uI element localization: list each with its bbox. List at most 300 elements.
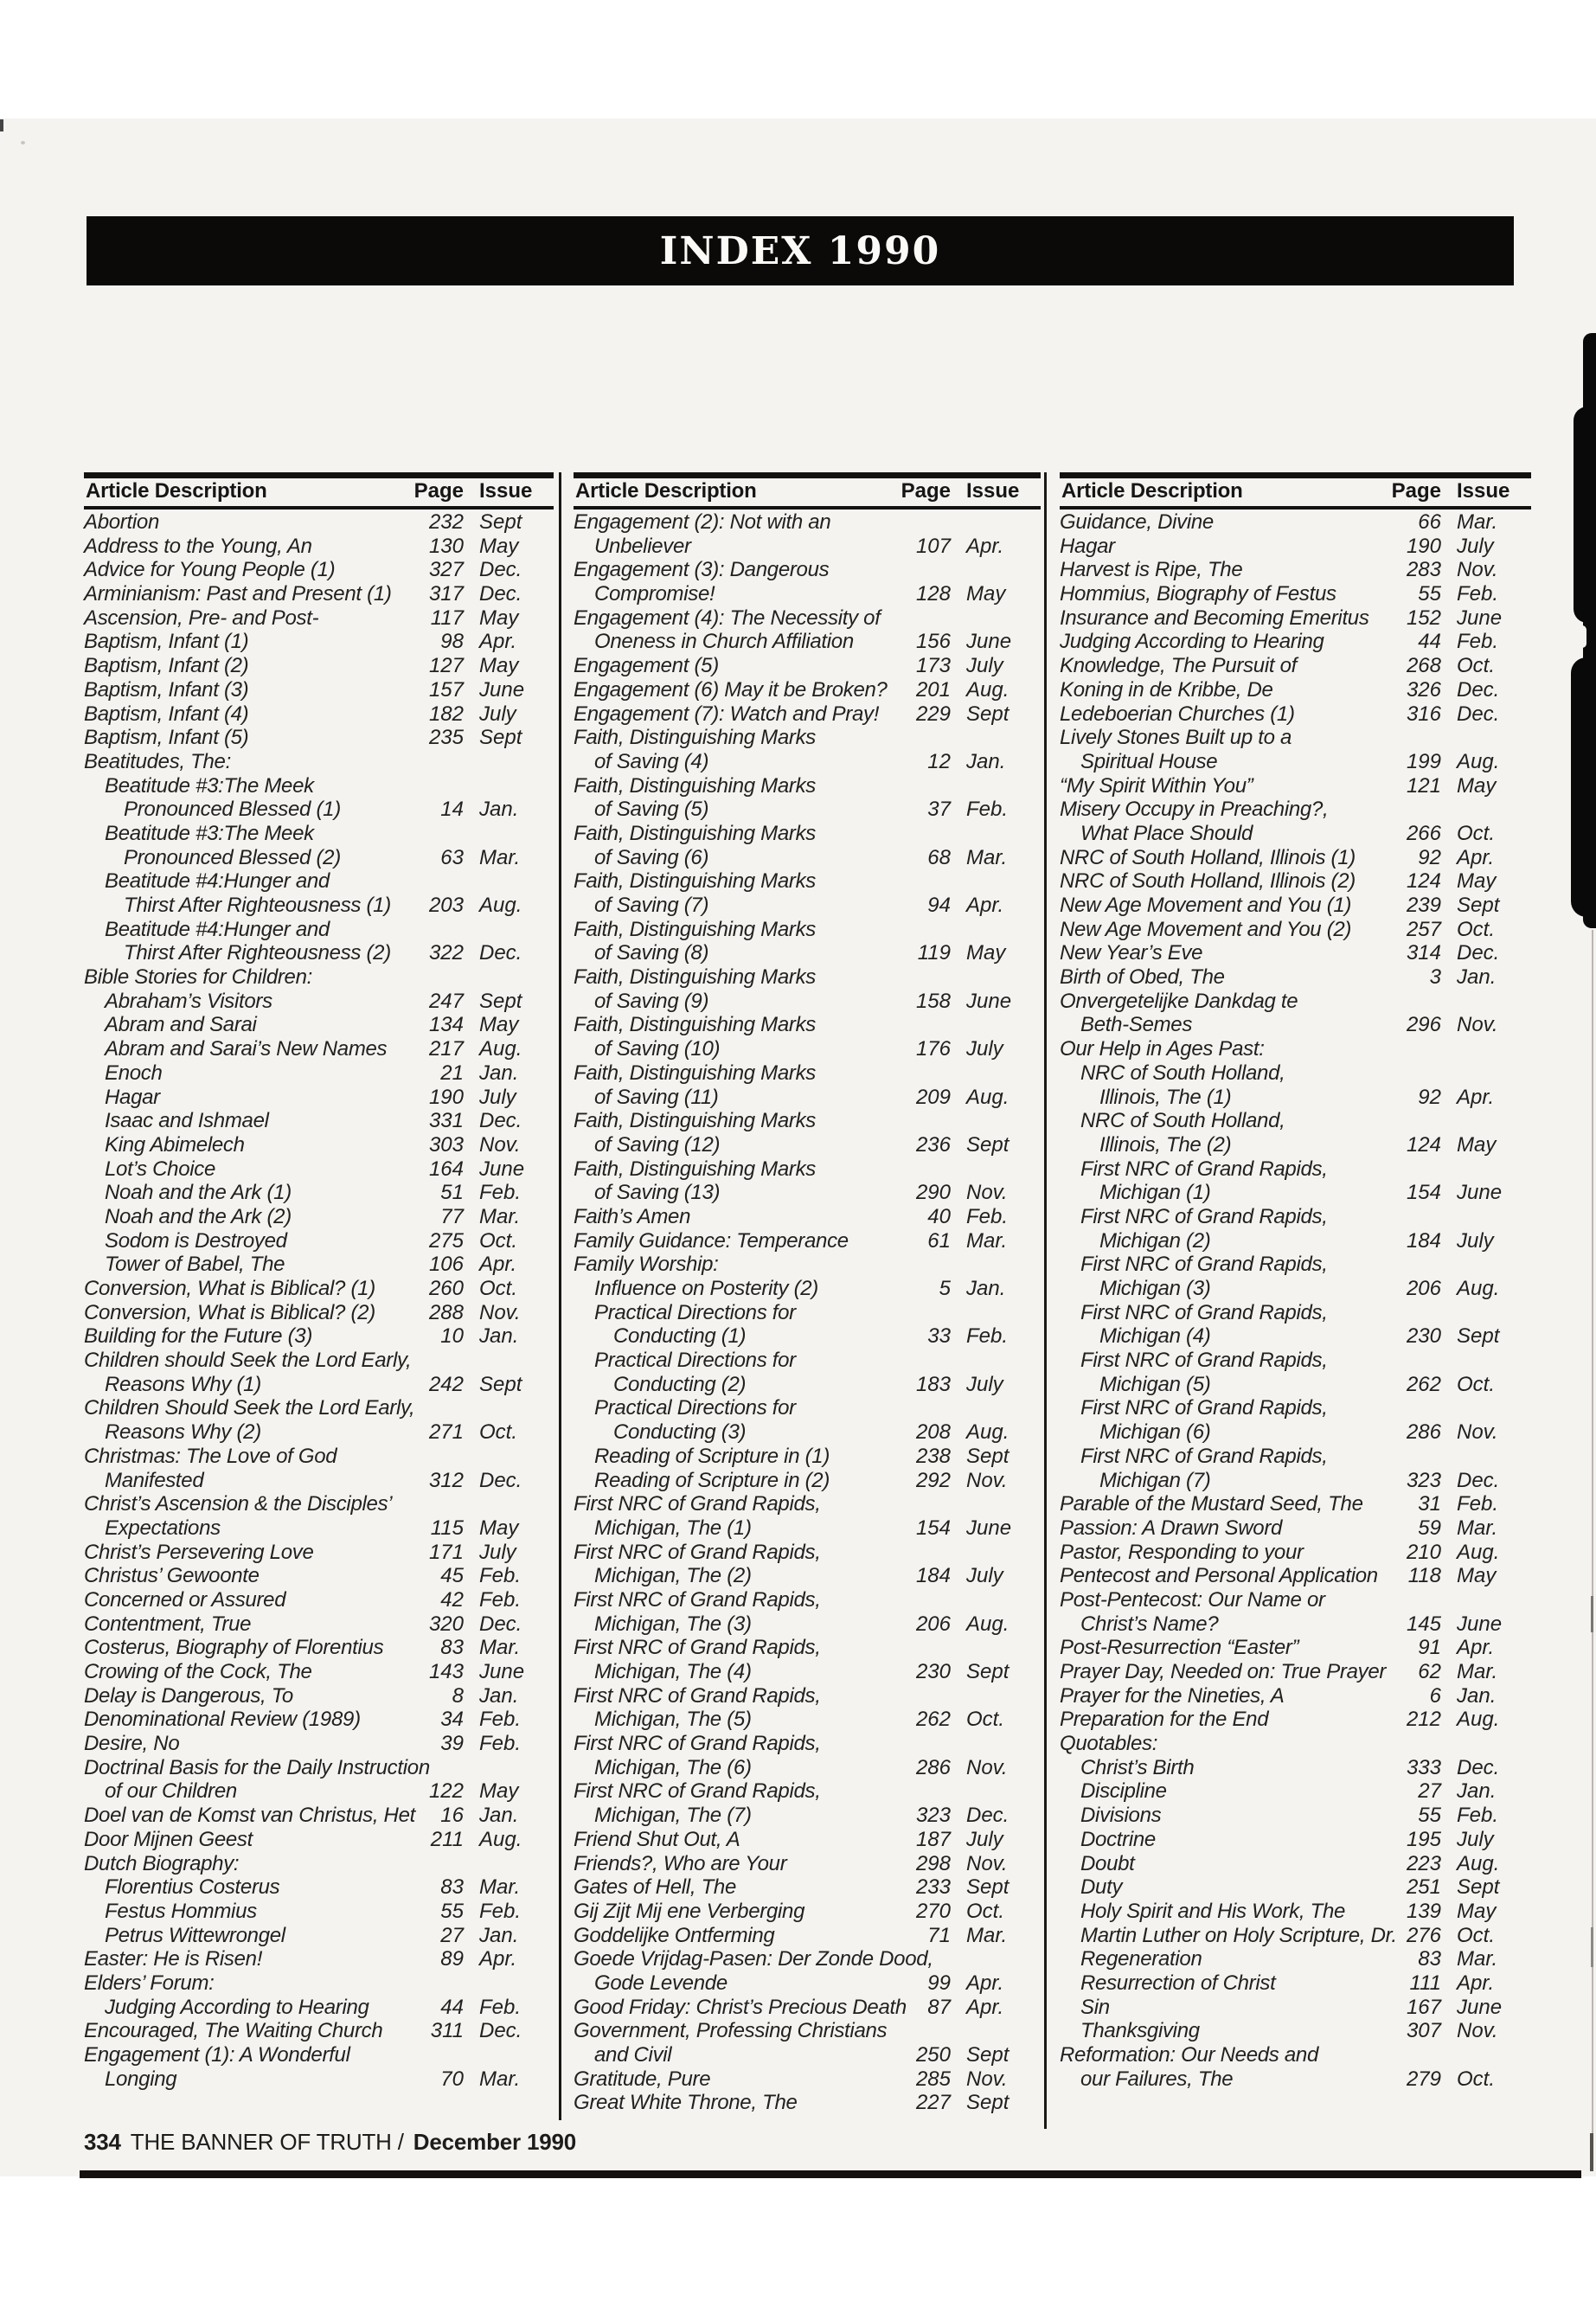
article-title: Koning in de Kribbe, De [1060,677,1273,702]
page-number: 286 [915,1755,951,1779]
index-row [84,1708,554,1732]
issue-month: Oct. [1457,1923,1496,1947]
index-row [1060,1996,1531,2020]
index-row [574,1612,1041,1637]
page-number: 158 [915,989,951,1013]
header-page: Page [413,479,464,503]
issue-month: Sept [479,510,522,534]
article-title: of Saving (13) [594,1181,721,1205]
page-number: 242 [428,1372,464,1396]
article-title: Friend Shut Out, A [574,1827,740,1851]
index-row [574,774,1041,798]
article-title: Hommius, Biography of Festus [1060,582,1336,606]
issue-month: Apr. [966,1995,1004,2019]
scan-artifact-blob [1571,657,1596,917]
page-number: 14 [440,798,464,822]
index-row [1060,1109,1531,1133]
index-column-3 [1060,472,1531,2091]
header-issue: Issue [1457,479,1510,503]
page-number: 303 [428,1132,464,1157]
index-row [574,1900,1041,1924]
article-title: Faith, Distinguishing Marks [574,1157,817,1181]
article-title: Beatitude #4:Hunger and [105,869,330,894]
index-row [84,1732,554,1756]
page-number: 190 [1406,534,1441,558]
column-rows [1060,510,1531,2091]
index-row [574,1181,1041,1205]
article-title: New Age Movement and You (2) [1060,917,1352,941]
article-title: of Saving (6) [594,845,709,869]
article-title: Michigan, The (5) [594,1708,752,1732]
issue-month: Apr. [966,1971,1004,1995]
article-title: Denominational Review (1989) [84,1708,361,1732]
index-row [84,1157,554,1182]
issue-month: Feb. [479,1899,522,1923]
index-row [574,750,1041,774]
article-title: Michigan (7) [1099,1468,1211,1492]
index-row [1060,1541,1531,1565]
page-number: 184 [1406,1228,1441,1253]
page-number: 83 [440,1636,464,1660]
article-title: Practical Directions for [594,1300,796,1324]
issue-month: Jan. [479,1061,519,1085]
issue-month: Feb. [479,1708,522,1732]
issue-month: May [966,582,1006,606]
article-title: Doel van de Komst van Christus, Het [84,1804,416,1828]
article-title: New Age Movement and You (1) [1060,894,1352,917]
article-title: Illinois, The (2) [1099,1132,1232,1157]
page-number: 45 [440,1564,464,1588]
index-row [574,990,1041,1014]
issue-month: May [1457,1564,1497,1588]
index-row [1060,798,1531,822]
page-number: 39 [440,1732,464,1756]
index-row [84,1013,554,1037]
index-row [84,822,554,846]
issue-month: July [1457,1827,1494,1851]
index-row [574,654,1041,678]
article-title: Prayer for the Nineties, A [1060,1683,1285,1708]
footer [84,2129,576,2156]
issue-month: July [966,1037,1003,1061]
article-title: Michigan (2) [1099,1228,1211,1253]
article-title: Bible Stories for Children: [84,965,313,990]
article-title: Reformation: Our Needs and [1060,2043,1319,2067]
article-title: Gates of Hell, The [574,1875,737,1900]
index-row [1060,1779,1531,1804]
index-row [1060,654,1531,678]
article-title: Birth of Obed, The [1060,965,1225,990]
index-row [1060,1349,1531,1373]
issue-month: Apr. [1457,1971,1495,1995]
index-row [1060,1924,1531,1948]
index-row [574,1756,1041,1780]
index-row [1060,1732,1531,1756]
article-title: Faith, Distinguishing Marks [574,869,817,894]
article-title: Reading of Scripture in (2) [594,1468,830,1492]
issue-month: May [479,1779,519,1804]
issue-month: Dec. [479,1468,522,1492]
column-rows [84,510,554,2091]
issue-month: Mar. [479,1875,521,1900]
scan-edge-tick [1590,2133,1593,2171]
issue-month: Oct. [966,1708,1005,1732]
index-row [1060,846,1531,870]
issue-month: Nov. [479,1300,521,1324]
article-title: Holy Spirit and His Work, The [1080,1899,1346,1923]
issue-month: Apr. [479,1253,517,1277]
issue-month: Apr. [1457,1636,1495,1660]
index-row [574,1541,1041,1565]
index-row [84,1804,554,1828]
article-title: Address to the Young, An [84,534,312,558]
index-row [1060,990,1531,1014]
issue-month: Oct. [479,1228,518,1253]
article-title: our Failures, The [1080,2067,1234,2091]
index-row [1060,582,1531,606]
page-number: 323 [1406,1468,1441,1492]
article-title: Conversion, What is Biblical? (1) [84,1277,375,1300]
article-title: Doctrinal Basis for the Daily Instruction [84,1755,430,1779]
article-title: Concerned or Assured [84,1587,286,1612]
article-title: Reasons Why (1) [105,1372,261,1396]
page-number: 157 [428,677,464,702]
page-number: 94 [927,894,951,917]
article-title: First NRC of Grand Rapids, [574,1492,821,1516]
page-number: 107 [915,534,951,558]
index-row [84,1324,554,1349]
issue-month: Sept [479,989,522,1013]
index-row [84,582,554,606]
index-row [84,1037,554,1061]
issue-month: Dec. [479,1612,522,1636]
index-row [574,1804,1041,1828]
index-row [84,1396,554,1420]
issue-month: Sept [966,2091,1010,2115]
article-title: Great White Throne, The [574,2091,798,2115]
issue-month: July [1457,1228,1494,1253]
page-number: 322 [428,941,464,965]
index-row [84,654,554,678]
article-title: Goede Vrijdag-Pasen: Der Zonde Dood, [574,1947,933,1971]
issue-month: Dec. [479,558,522,582]
page-number: 51 [440,1181,464,1205]
article-title: Children Should Seek the Lord Early, [84,1396,415,1420]
index-row [574,1277,1041,1301]
index-row [1060,965,1531,990]
index-row [1060,1181,1531,1205]
article-title: Tower of Babel, The [105,1253,285,1277]
article-title: NRC of South Holland, [1080,1109,1285,1133]
article-title: Noah and the Ark (1) [105,1181,292,1205]
issue-month: Aug. [1457,1540,1500,1564]
article-title: Harvest is Ripe, The [1060,558,1243,582]
index-row [574,1852,1041,1876]
index-row [84,1349,554,1373]
article-title: Michigan (4) [1099,1324,1211,1349]
article-title: Faith’s Amen [574,1204,691,1228]
index-row [1060,1756,1531,1780]
index-row [84,1900,554,1924]
index-row [84,1684,554,1708]
article-title: Baptism, Infant (4) [84,702,249,726]
page-number: 184 [915,1564,951,1588]
page-number: 127 [428,654,464,678]
index-row [1060,1852,1531,1876]
page-number: 91 [1418,1636,1441,1660]
article-title: Michigan, The (6) [594,1755,752,1779]
issue-month: May [966,941,1006,965]
page-number: 117 [430,606,464,630]
article-title: Beatitude #3:The Meek [105,821,314,845]
article-title: First NRC of Grand Rapids, [574,1779,821,1804]
article-title: Onvergetelijke Dankdag te [1060,989,1298,1013]
page-number: 327 [428,558,464,582]
index-row [84,2067,554,2092]
page-number: 217 [428,1037,464,1061]
article-title: Engagement (2): Not with an [574,510,831,534]
index-row [1060,2019,1531,2043]
issue-month: Oct. [1457,821,1496,845]
index-row [1060,606,1531,631]
index-row [574,1779,1041,1804]
page-number: 134 [428,1013,464,1037]
article-title: Michigan (3) [1099,1277,1211,1300]
page-number: 154 [1406,1181,1441,1205]
index-row [574,1708,1041,1732]
issue-month: June [1457,1181,1503,1205]
article-title: Michigan, The (1) [594,1516,752,1540]
issue-month: Mar. [1457,510,1498,534]
index-row [574,726,1041,750]
issue-month: Feb. [966,1324,1009,1349]
article-title: Knowledge, The Pursuit of [1060,654,1297,678]
page-number: 316 [1406,702,1441,726]
issue-month: Dec. [1457,941,1500,965]
article-title: Faith, Distinguishing Marks [574,821,817,845]
index-row [1060,869,1531,894]
article-title: Arminianism: Past and Present (1) [84,582,392,606]
article-title: Michigan, The (4) [594,1660,752,1683]
issue-month: Sept [966,2043,1010,2067]
issue-month: Aug. [479,1827,522,1851]
index-row [84,869,554,894]
article-title: Faith, Distinguishing Marks [574,965,817,990]
index-row [1060,1900,1531,1924]
article-title: Michigan (6) [1099,1420,1211,1445]
page-number: 6 [1429,1683,1441,1708]
article-title: Thirst After Righteousness (2) [124,941,391,965]
index-row [84,1086,554,1110]
article-title: of Saving (12) [594,1132,721,1157]
issue-month: June [966,989,1012,1013]
index-row [84,941,554,965]
article-title: Regeneration [1080,1947,1202,1971]
issue-month: June [479,1660,525,1683]
issue-month: Oct. [1457,2067,1496,2091]
article-title: Michigan, The (7) [594,1804,752,1828]
page-number: 283 [1406,558,1441,582]
article-title: of Saving (8) [594,941,709,965]
issue-month: Mar. [966,845,1008,869]
article-title: Faith, Distinguishing Marks [574,1109,817,1133]
article-title: Martin Luther on Holy Scripture, Dr. [1080,1923,1397,1947]
article-title: of Saving (10) [594,1037,721,1061]
index-row [1060,1037,1531,1061]
page-number: 182 [428,702,464,726]
page-number: 152 [1406,606,1441,630]
issue-month: June [966,630,1012,654]
article-title: Christ’s Ascension & the Disciples’ [84,1492,393,1516]
page-number: 230 [915,1660,951,1683]
page-number: 143 [428,1660,464,1683]
page-number: 27 [1418,1779,1441,1804]
page-number: 130 [428,534,464,558]
article-title: Thanksgiving [1080,2019,1200,2043]
index-row [84,726,554,750]
article-title: “My Spirit Within You” [1060,773,1253,798]
column-rows [574,510,1041,2115]
article-title: Unbeliever [594,534,691,558]
header-issue: Issue [479,479,533,503]
index-row [84,750,554,774]
index-row [1060,1086,1531,1110]
issue-month: Dec. [1457,677,1500,702]
index-row [574,1349,1041,1373]
article-title: NRC of South Holland, Illinois (1) [1060,845,1356,869]
page-number: 40 [927,1204,951,1228]
index-row [574,1157,1041,1182]
article-title: NRC of South Holland, Illinois (2) [1060,869,1356,894]
page-number: 122 [428,1779,464,1804]
index-row [574,1253,1041,1277]
index-row [84,1947,554,1971]
page-number: 44 [440,1995,464,2019]
header-issue: Issue [966,479,1020,503]
page-number: 206 [915,1612,951,1636]
page-number: 61 [927,1228,951,1253]
article-title: Reading of Scripture in (1) [594,1444,830,1468]
article-title: Festus Hommius [105,1899,257,1923]
article-title: Faith, Distinguishing Marks [574,1013,817,1037]
page-number: 176 [915,1037,951,1061]
page-number: 271 [428,1420,464,1445]
article-title: Lot’s Choice [105,1157,216,1181]
page-number: 201 [915,677,951,702]
article-title: New Year’s Eve [1060,941,1203,965]
page-number: 311 [430,2019,464,2043]
scan-edge-tick [1591,1927,1593,1967]
index-row [574,558,1041,582]
index-row [1060,1253,1531,1277]
index-row [84,2043,554,2067]
index-row [84,1924,554,1948]
article-title: Practical Directions for [594,1396,796,1420]
index-column-1 [84,472,554,2091]
article-title: Elders’ Forum: [84,1971,215,1995]
page-number: 312 [428,1468,464,1492]
index-row [84,798,554,822]
page-number: 139 [1406,1899,1441,1923]
index-row [574,2091,1041,2115]
page-number: 156 [915,630,951,654]
page-number: 71 [927,1923,951,1947]
index-row [574,1492,1041,1516]
index-row [574,846,1041,870]
article-title: First NRC of Grand Rapids, [1080,1300,1328,1324]
page-number: 92 [1418,845,1441,869]
index-row [1060,678,1531,702]
index-row [84,1541,554,1565]
page-number: 44 [1418,630,1441,654]
page-number: 266 [1406,821,1441,845]
page-number: 187 [915,1827,951,1851]
index-row [1060,750,1531,774]
issue-month: Aug. [479,1037,522,1061]
index-row [574,1828,1041,1852]
page-number: 42 [440,1587,464,1612]
article-title: Children should Seek the Lord Early, [84,1349,412,1373]
article-title: Ascension, Pre- and Post- [84,606,319,630]
index-row [84,678,554,702]
issue-month: Feb. [479,1732,522,1756]
page-number: 37 [927,798,951,822]
article-title: Pentecost and Personal Application [1060,1564,1378,1588]
page-number: 229 [915,702,951,726]
index-row [84,1469,554,1493]
article-title: Christ’s Name? [1080,1612,1219,1636]
issue-month: Feb. [479,1564,522,1588]
index-row [1060,1804,1531,1828]
article-title: Engagement (7): Watch and Pray! [574,702,880,726]
index-row [574,1516,1041,1541]
article-title: Beatitude #4:Hunger and [105,917,330,941]
page-number: 33 [927,1324,951,1349]
index-row [84,1445,554,1469]
index-row [1060,1157,1531,1182]
page-number: 190 [428,1085,464,1109]
issue-month: June [1457,606,1503,630]
index-row [1060,1373,1531,1397]
index-row [84,1181,554,1205]
article-title: Florentius Costerus [105,1875,280,1900]
index-row [1060,1396,1531,1420]
page-number: 199 [1406,749,1441,773]
article-title: Christus’ Gewoonte [84,1564,260,1588]
article-title: of Saving (7) [594,894,709,917]
article-title: Enoch [105,1061,163,1085]
article-title: Compromise! [594,582,715,606]
article-title: Conducting (2) [613,1372,747,1396]
index-row [1060,918,1531,942]
index-row [574,1924,1041,1948]
issue-month: July [1457,534,1494,558]
index-row [84,1612,554,1637]
column-header [574,478,1041,510]
article-title: Prayer Day, Needed on: True Prayer [1060,1660,1387,1683]
page-number: 285 [915,2067,951,2091]
page-number: 10 [440,1324,464,1349]
scan-artifact-notch [1578,625,1586,648]
index-row [84,1779,554,1804]
page-number: 89 [440,1947,464,1971]
article-title: Influence on Posterity (2) [594,1277,819,1300]
article-title: Misery Occupy in Preaching?, [1060,798,1329,822]
issue-month: June [479,1157,525,1181]
article-title: Abram and Sarai’s New Names [105,1037,388,1061]
article-title: Conducting (1) [613,1324,747,1349]
article-title: Dutch Biography: [84,1851,240,1875]
